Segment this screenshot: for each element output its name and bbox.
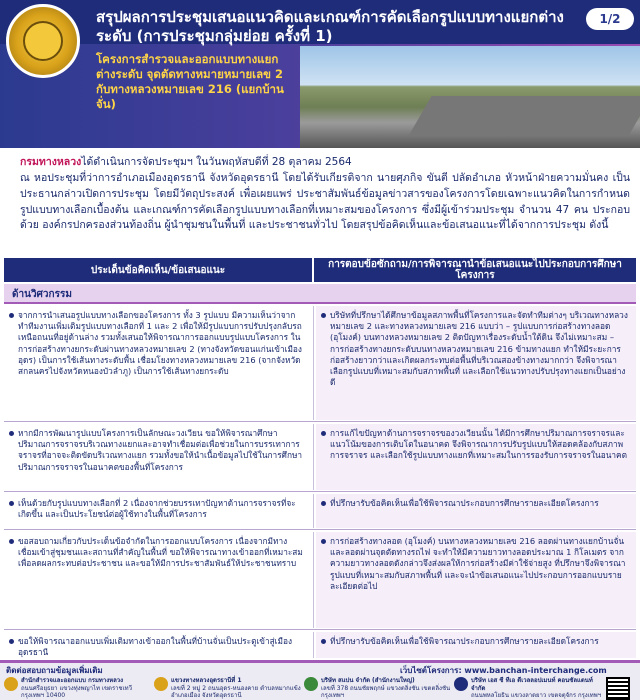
org-logo-icon [154, 677, 168, 691]
logo-emblem [23, 21, 63, 61]
table-row [4, 306, 636, 420]
org-contact-4 [454, 677, 604, 700]
photo-road [408, 96, 640, 136]
response-text: การแก้ไขปัญหาด้านการจราจรของวงเวียนนั้น ได้มีการศึกษาปริมาณการจราจรและแนวโน้มของการเติบโตในอนาคต จึงพิจารณาการปรับรูปแบบให้สอดคล้องกับสภาพการจราจร และเลือกใช้รูปแบบทางแยกที่เหมาะสมในการรองรับการจราจรในอนาคต [330, 428, 627, 461]
column-header-responses: การตอบข้อซักถาม/การพิจารณานำข้อเสนอแนะไปประกอบการศึกษาโครงการ [314, 258, 636, 282]
section-label: ด้านวิศวกรรม [12, 289, 72, 300]
qr-code-icon[interactable] [606, 677, 630, 700]
org-name: สำนักสำรวจและออกแบบ กรมทางหลวง [21, 677, 124, 684]
table-row [4, 424, 636, 490]
comment-text: ขอให้พิจารณาออกแบบเพิ่มเติมทางเข้าออกในพื้นที่บ้านจั่นเป็นประตูเข้าสู่เมืองอุดรธานี [18, 636, 293, 658]
org-detail: ถนนพหลโยธิน แขวงลาดยาว เขตจตุจักร กรุงเทพฯ [471, 692, 602, 699]
bullet-icon [321, 539, 326, 544]
section-header-engineering [4, 284, 636, 304]
comment-cell [4, 532, 314, 628]
bullet-icon [9, 539, 14, 544]
bullet-icon [9, 431, 14, 436]
org-name: แขวงทางหลวงอุดรธานีที่ 1 [171, 677, 242, 684]
bullet-icon [321, 639, 326, 644]
bullet-icon [321, 313, 326, 318]
comment-text: เห็นด้วยกับรูปแบบทางเลือกที่ 2 เนื่องจากช่วยบรรเทาปัญหาด้านการจราจรที่จะเกิดขึ้น และเป็นประโยชน์ต่อผู้ใช้ทางในพื้นที่โครงการ [18, 498, 296, 520]
comment-text: ขอสอบถามเกี่ยวกับประเด็นข้อจำกัดในการออกแบบโครงการ เนื่องจากมีทางเชื่อมเข้าสู่ชุมชนและสถานที่สำคัญในพื้นที่ ขอให้พิจารณาทางเข้าออกที่เหมาะสมเพื่อลดผลกระทบต่อประชาชน และขอให้มีการประชาสัมพันธ์ให้ประชาชนทราบ [18, 536, 303, 569]
row-divider [4, 629, 636, 630]
intro-lead-rest: ได้ดำเนินการจัดประชุมฯ ในวันพฤหัสบดีที่ 28 ตุลาคม 2564 [81, 156, 352, 168]
response-cell [316, 532, 636, 628]
org-name: บริษัท เอส ซี ทีเอ ดีเวลลอปเมนท์ คอนซัลแตนท์ จำกัด [471, 677, 593, 692]
header-banner [0, 0, 640, 148]
org-logo-icon [4, 677, 18, 691]
bullet-icon [321, 501, 326, 506]
response-cell [316, 424, 636, 490]
org-logo-icon [304, 677, 318, 691]
org-detail: ถนนศรีอยุธยา แขวงทุ่งพญาไท เขตราชเทวี กรุงเทพฯ 10400 [21, 684, 132, 699]
org-name: บริษัท สแปน จำกัด (สำนักงานใหญ่) [321, 677, 415, 684]
bullet-icon [9, 639, 14, 644]
footer-bar [0, 663, 640, 675]
org-text [321, 677, 454, 700]
response-text: บริษัทที่ปรึกษาได้ศึกษาข้อมูลสภาพพื้นที่โครงการและจัดทำทีมต่างๆ บริเวณทางหลวงหมายเลข 2 และทางหลวงหมายเลข 216 แบบว่า – รูปแบบการก่อสร้างทางลอด (อุโมงค์) บนทางหลวงหมายเลข 2 ติดปัญหาเรื่องระดับน้ำใต้ดิน จึงไม่เหมาะสม – การก่อสร้างทางยกระดับบนทางหลวงหมายเลข 216 ข้ามทางแยก ทำให้มีระยะการก่อสร้างยาวกว่าและเกิดผลกระทบต่อพื้นที่บริเวณสองข้างทางมากกว่า จึงพิจารณาเลือกรูปแบบที่เหมาะสมกับสภาพพื้นที่ และเลือกใช้แนวทางปรับปรุงทางแยกเป็นอย่างดี [330, 310, 628, 388]
response-text: ที่ปรึกษารับข้อคิดเห็นเพื่อใช้พิจารณาประกอบการศึกษารายละเอียดโครงการ [330, 498, 599, 508]
intro-body: ณ หอประชุมที่ว่าการอำเภอเมืองอุดรธานี จังหวัดอุดรธานี โดยได้รับเกียรติจาก นายศุภกิจ ขันตี ปลัดอำเภอ หัวหน้าฝ่ายความมั่นคง เป็นประธานกล่าวเปิดการประชุม โดยมีวัตถุประสงค์ เพื่อเผยแพร่ ประชาสัมพันธ์ข้อมูลข่าวสารของโครงการโดยเฉพาะแนวคิดในการกำหนดรูปแบบทางเลือกเบื้องต้น และเกณฑ์การคัดเลือกรูปแบบทางเลือกที่เหมาะสมของโครงการ ซึ่งมีผู้เข้าร่วมประชุม จำนวน 47 คน ประกอบด้วย องค์กรปกครองส่วนท้องถิ่น ผู้นำชุมชนในพื้นที่ และประชาชนทั่วไป โดยสรุปข้อคิดเห็นและข้อเสนอแนะที่ได้จากการประชุม ดังนี้ [20, 172, 630, 232]
table-row [4, 632, 636, 658]
column-header-comments: ประเด็นข้อคิดเห็น/ข้อเสนอแนะ [4, 258, 314, 282]
response-cell [316, 632, 636, 658]
org-text [471, 677, 604, 700]
project-photo [300, 46, 640, 148]
bullet-icon [321, 431, 326, 436]
comment-text: จากการนำเสนอรูปแบบทางเลือกของโครงการ ทั้ง 3 รูปแบบ มีความเห็นว่าจากทำทีมงานเพิ่มเติมรูปแบบทางเลือกที่ 1 และ 2 เพื่อให้มีรูปแบบการปรับปรุงกลับรถเหนือถนนที่อยู่ด้านล่าง รวมทั้งเสนอให้พิจารณาการออกแบบรูปแบบโครงการ ในการก่อสร้างทางยกระดับผ่านทางหลวงหมายเลข 2 (ทางจังหวัดขอนแก่นเข้าเมืองอุดร) เป็นการใช้เส้นทางระดับพื้น เชื่อมโยงทางหลวงหมายเลข 216 (จากจังหวัดสกลนครไปจังหวัดหนองบัวลำภู) เป็นการใช้เส้นทางยกระดับ [18, 310, 302, 377]
row-divider [4, 491, 636, 492]
footer [0, 660, 640, 700]
comments-table [4, 258, 636, 660]
row-divider [4, 529, 636, 530]
intro-lead [20, 155, 630, 171]
project-name: โครงการสำรวจและออกแบบทางแยกต่างระดับ จุดตัดทางหมายหมายเลข 2 กับทางหลวงหมายเลข 216 (แยกบ้านจั่น) [96, 52, 284, 111]
org-text [171, 677, 304, 700]
bullet-icon [9, 501, 14, 506]
row-divider [4, 421, 636, 422]
org-contact-3 [304, 677, 454, 700]
response-cell [316, 306, 636, 420]
response-cell [316, 494, 636, 528]
comment-text: หากมีการพัฒนารูปแบบโครงการเป็นลักษณะวงเวียน ขอให้พิจารณาศึกษาปริมาณการจราจรบริเวณทางแยกและอาจทำเชื่อมต่อเพื่อช่วยในการบรรเทาการจราจรที่อาจจะติดขัดบริเวณทางแยก รวมทั้งขอให้นำเนื้อข้อมูลไปใช้ในการศึกษาปริมาณการจราจรในอนาคตของพื้นที่โครงการ [18, 428, 303, 472]
response-text: การก่อสร้างทางลอด (อุโมงค์) บนทางหลวงหมายเลข 216 ลอดผ่านทางแยกบ้านจั่น และลอดผ่านจุดตัดทางรถไฟ จะทำให้มีความยาวทางลอดประมาณ 1 กิโลเมตร จากความยาวทางลอดดังกล่าวจึงส่งผลให้การก่อสร้างมีค่าใช้จ่ายสูง ที่ปรึกษาจึงพิจารณารูปแบบที่เหมาะสมกับสภาพพื้นที่ และจะนำข้อเสนอแนะไปประกอบการออกแบบรายละเอียดต่อไป [330, 536, 626, 591]
comment-cell [4, 632, 314, 658]
org-detail: เลขที่ 2 หมู่ 2 ถนนอุดร-หนองคาย ตำบลหมากแข้ง อำเภอเมือง จังหวัดอุดรธานี [171, 684, 301, 699]
org-logo-icon [454, 677, 468, 691]
table-header [4, 258, 636, 282]
table-row [4, 494, 636, 528]
contact-label: ติดต่อสอบถามข้อมูลเพิ่มเติม [6, 666, 103, 675]
bullet-icon [9, 313, 14, 318]
page-title: สรุปผลการประชุมเสนอแนวคิดและเกณฑ์การคัดเลือกรูปแบบทางแยกต่างระดับ (การประชุมกลุ่มย่อย ครั้งที่ 1) [96, 8, 564, 45]
org-detail: เลขที่ 378 ถนนชัยพฤกษ์ แขวงตลิ่งชัน เขตตลิ่งชัน กรุงเทพฯ [321, 684, 451, 699]
department-logo [6, 4, 80, 78]
page-indicator: 1/2 [586, 8, 634, 30]
response-text: ที่ปรึกษารับข้อคิดเห็นเพื่อใช้พิจารณาประกอบการศึกษารายละเอียดโครงการ [330, 636, 599, 646]
comment-cell [4, 424, 314, 490]
intro-lead-org: กรมทางหลวง [20, 156, 82, 168]
org-contact-1 [4, 677, 154, 700]
comment-cell [4, 494, 314, 528]
website-link[interactable]: เว็บไซต์โครงการ: www.banchan-interchange.com [400, 666, 607, 675]
org-contact-2 [154, 677, 304, 700]
table-row [4, 532, 636, 628]
comment-cell [4, 306, 314, 420]
org-text [21, 677, 154, 700]
